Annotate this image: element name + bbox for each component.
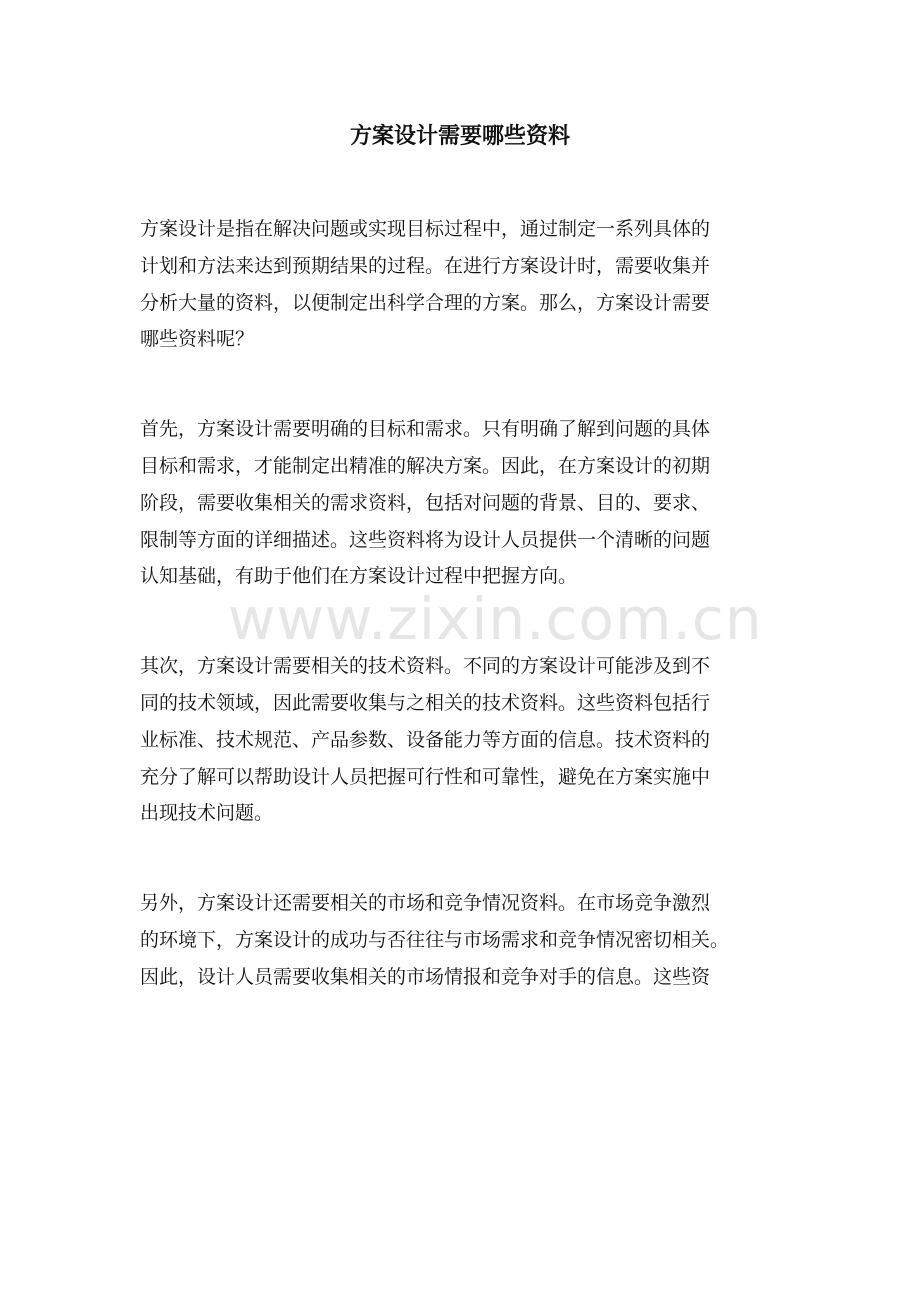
watermark: www.zixin.com.cn bbox=[228, 585, 763, 653]
text-line: 认知基础，有助于他们在方案设计过程中把握方向。 bbox=[140, 565, 578, 588]
text-line: 阶段，需要收集相关的需求资料，包括对问题的背景、目的、要求、 bbox=[140, 491, 711, 514]
document-body bbox=[140, 211, 800, 1049]
text-line: 限制等方面的详细描述。这些资料将为设计人员提供一个清晰的问题 bbox=[140, 528, 711, 551]
text-line: 方案设计是指在解决问题或实现目标过程中，通过制定一系列具体的 bbox=[140, 218, 711, 240]
text-line: 计划和方法来达到预期结果的过程。在进行方案设计时，需要收集并 bbox=[140, 254, 711, 277]
text-line: 充分了解可以帮助设计人员把握可行性和可靠性，避免在方案实施中 bbox=[140, 765, 711, 788]
text-line: 分析大量的资料，以便制定出科学合理的方案。那么，方案设计需要 bbox=[140, 291, 711, 314]
document-title: 方案设计需要哪些资料 bbox=[349, 123, 570, 149]
paragraph-intro bbox=[140, 211, 800, 358]
text-line: 目标和需求，才能制定出精准的解决方案。因此，在方案设计的初期 bbox=[140, 454, 711, 477]
text-line: 的环境下，方案设计的成功与否往往与市场需求和竞争情况密切相关。 bbox=[140, 928, 730, 951]
text-line: 首先，方案设计需要明确的目标和需求。只有明确了解到问题的具体 bbox=[140, 418, 711, 441]
text-line: 业标准、技术规范、产品参数、设备能力等方面的信息。技术资料的 bbox=[140, 728, 711, 751]
text-line: 出现技术问题。 bbox=[140, 802, 274, 825]
paragraph-market bbox=[140, 885, 800, 995]
text-line: 因此，设计人员需要收集相关的市场情报和竞争对手的信息。这些资 bbox=[140, 965, 711, 988]
text-line: 另外，方案设计还需要相关的市场和竞争情况资料。在市场竞争激烈 bbox=[140, 892, 711, 915]
paragraph-technical bbox=[140, 648, 800, 832]
paragraph-goals bbox=[140, 411, 800, 595]
text-line: 同的技术领域，因此需要收集与之相关的技术资料。这些资料包括行 bbox=[140, 691, 711, 714]
text-line: 哪些资料呢？ bbox=[140, 328, 255, 351]
text-line: 其次，方案设计需要相关的技术资料。不同的方案设计可能涉及到不 bbox=[140, 655, 711, 678]
